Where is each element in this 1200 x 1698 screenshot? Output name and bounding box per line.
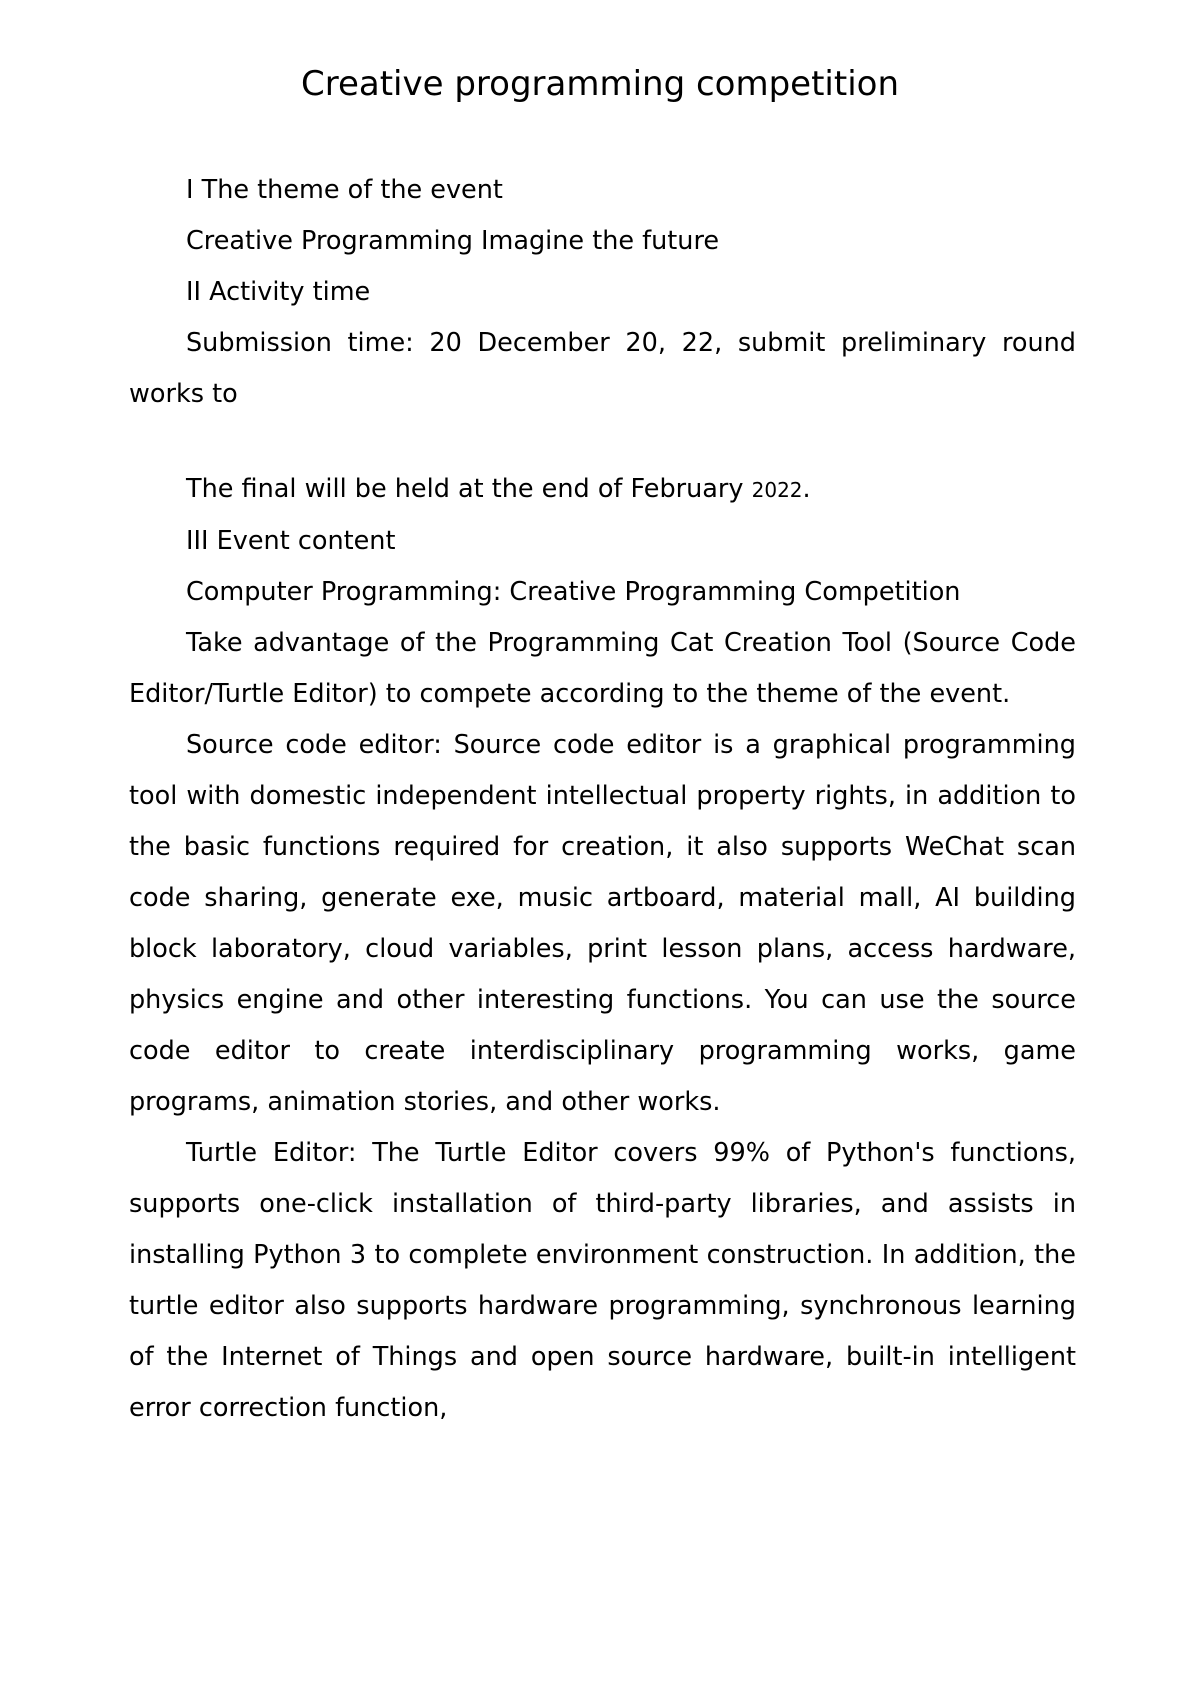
submission-time-text: Submission time: 20 December 20, 22, submit preliminary round works to bbox=[129, 328, 1076, 409]
tool-paragraph: Take advantage of the Programming Cat Creation Tool (Source Code Editor/Turtle Editor) to compete according to the theme of the event. bbox=[129, 628, 1076, 709]
blank-line bbox=[129, 420, 1076, 464]
theme-text: Creative Programming Imagine the future bbox=[186, 226, 720, 256]
final-date-end: . bbox=[802, 474, 811, 504]
event-content-line: Computer Programming: Creative Programming Competition bbox=[186, 577, 961, 607]
source-code-editor-paragraph: Source code editor: Source code editor is a graphical programming tool with domestic independent intellectual property rights, in addition to the basic functions required for creation, it also supports WeChat scan code sharing, generate exe, music artboard, material mall, AI building block laboratory, cloud variables, print lesson plans, access hardware, physics engine and other interesting functions. You can use the source code editor to create interdisciplinary programming works, game programs, animation stories, and other works. bbox=[129, 730, 1076, 1117]
section-heading-activity-time: II Activity time bbox=[186, 277, 371, 307]
final-date-text bbox=[129, 464, 1076, 516]
section-heading-event-content: III Event content bbox=[186, 526, 396, 556]
document-body bbox=[129, 165, 1076, 1434]
final-year: 2022 bbox=[751, 478, 803, 502]
section-heading-theme: I The theme of the event bbox=[186, 175, 503, 205]
final-date-label: The final will be held at the end of February bbox=[186, 474, 744, 504]
document-title: Creative programming competition bbox=[300, 64, 899, 104]
turtle-editor-paragraph: Turtle Editor: The Turtle Editor covers 99% of Python's functions, supports one-click installation of third-party libraries, and assists in installing Python 3 to complete environment construction. In addition, the turtle editor also supports hardware programming, synchronous learning of the Internet of Things and open source hardware, built-in intelligent error correction function, bbox=[129, 1138, 1076, 1423]
